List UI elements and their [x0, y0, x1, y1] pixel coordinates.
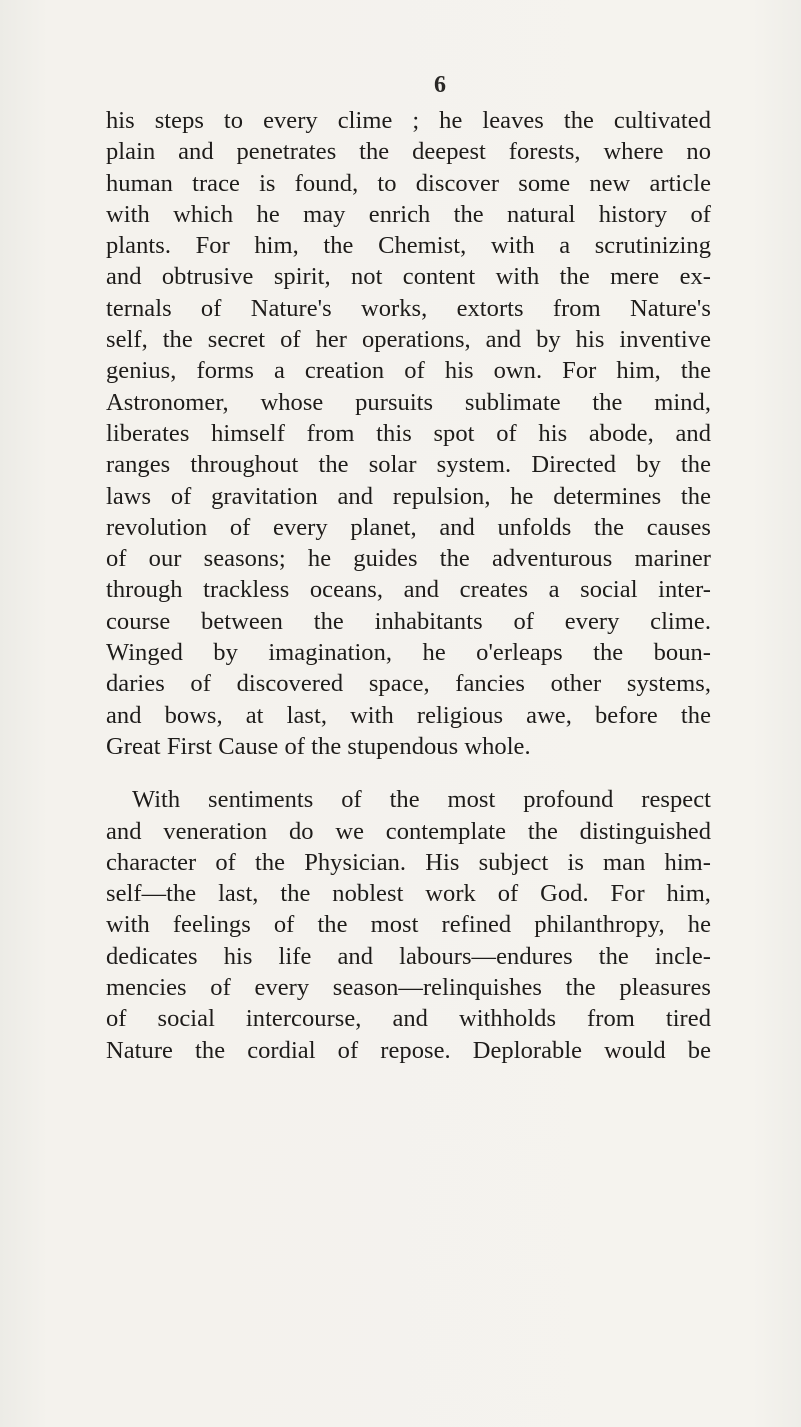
text-line: human trace is found, to discover some new article — [106, 169, 711, 197]
text-line: and obtrusive spirit, not content with the mere ex- — [106, 263, 711, 291]
text-line: through trackless oceans, and creates a social inter- — [106, 576, 711, 604]
text-line: laws of gravitation and repulsion, he determines the — [106, 482, 711, 510]
page-number: 6 — [434, 72, 446, 98]
text-line: Nature the cordial of repose. Deplorable would be — [106, 1036, 711, 1064]
text-line: character of the Physician. His subject is man him- — [106, 848, 711, 876]
text-line: Great First Cause of the stupendous whole. — [106, 732, 531, 760]
paragraph-2 — [106, 784, 711, 1066]
body-text — [106, 105, 711, 1066]
text-line: ranges throughout the solar system. Directed by the — [106, 451, 711, 479]
text-line: revolution of every planet, and unfolds the causes — [106, 513, 711, 541]
paragraph-spacer — [106, 762, 711, 784]
text-line: of social intercourse, and withholds from tired — [106, 1005, 711, 1033]
text-line: with which he may enrich the natural history of — [106, 200, 711, 228]
text-line: plants. For him, the Chemist, with a scrutinizing — [106, 232, 711, 260]
text-line: mencies of every season—relinquishes the pleasures — [106, 974, 711, 1002]
text-line: daries of discovered space, fancies other systems, — [106, 670, 711, 698]
text-line: of our seasons; he guides the adventurous mariner — [106, 545, 711, 573]
text-line: self, the secret of her operations, and by his inventive — [106, 326, 711, 354]
text-line: and veneration do we contemplate the distinguished — [106, 817, 711, 845]
text-line: self—the last, the noblest work of God. For him, — [106, 880, 711, 908]
text-line: With sentiments of the most profound respect — [132, 786, 711, 814]
text-line: liberates himself from this spot of his abode, and — [106, 419, 711, 447]
text-line: Winged by imagination, he o'erleaps the boun- — [106, 639, 711, 667]
text-line: Astronomer, whose pursuits sublimate the mind, — [106, 388, 711, 416]
text-line: and bows, at last, with religious awe, before the — [106, 701, 711, 729]
text-line: genius, forms a creation of his own. For him, the — [106, 357, 711, 385]
text-line: course between the inhabitants of every clime. — [106, 607, 711, 635]
text-line: dedicates his life and labours—endures the incle- — [106, 942, 711, 970]
text-line: ternals of Nature's works, extorts from Nature's — [106, 294, 711, 322]
paragraph-1 — [106, 105, 711, 762]
text-line: plain and penetrates the deepest forests, where no — [106, 138, 711, 166]
text-line: with feelings of the most refined philanthropy, he — [106, 911, 711, 939]
text-line: his steps to every clime ; he leaves the cultivated — [106, 107, 711, 134]
